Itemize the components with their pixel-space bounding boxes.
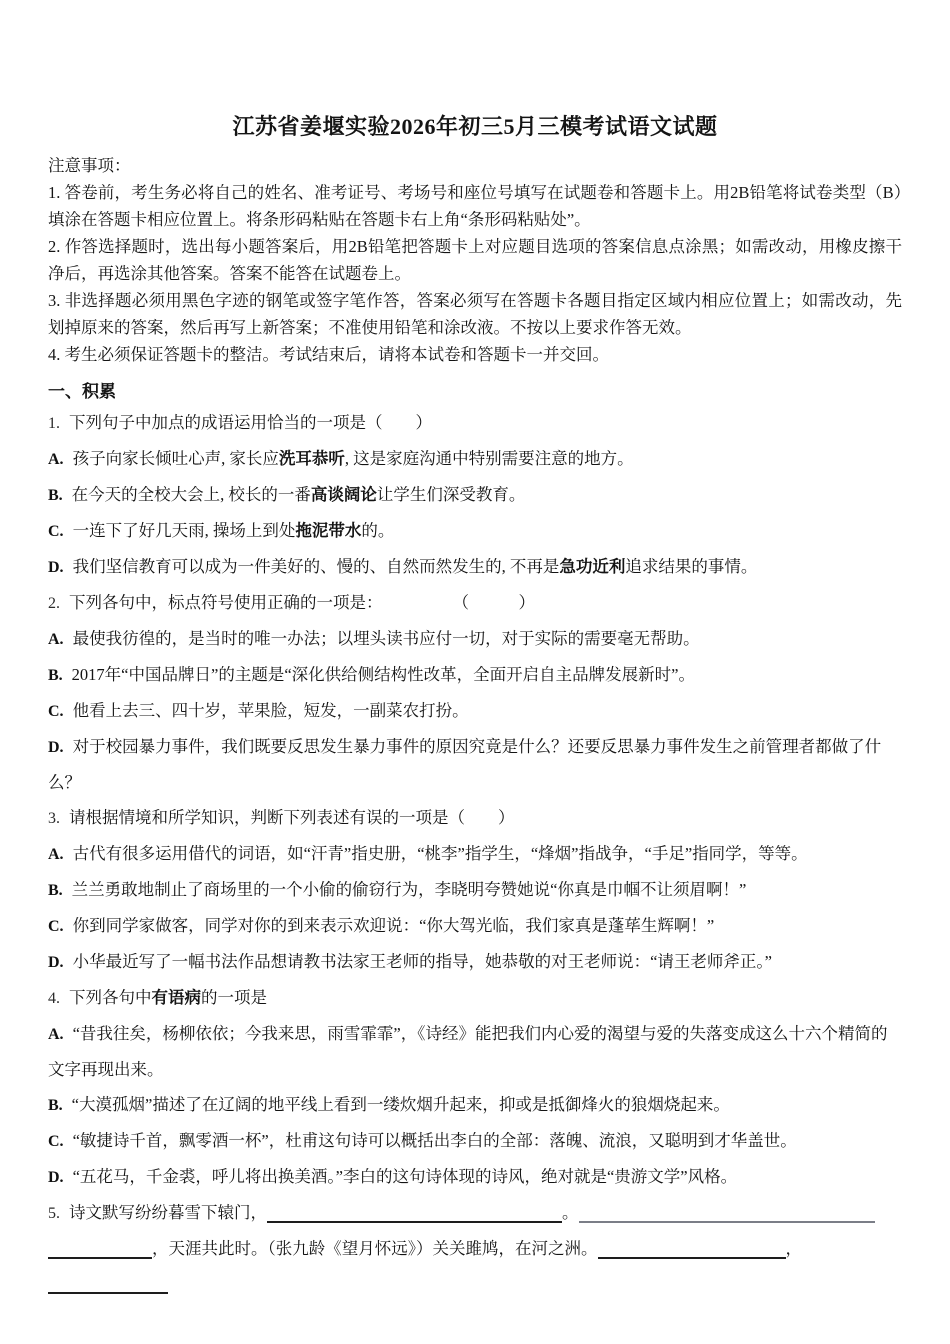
question-number: 4. (48, 990, 60, 1007)
text-run: ， (785, 1239, 802, 1258)
question-stem (48, 980, 902, 1016)
text-run: 最使我彷徨的，是当时的唯一办法；以埋头读书应付一切，对于实际的需要毫无帮助。 (72, 629, 700, 648)
emphasized-idiom: 拖泥带水 (295, 521, 362, 540)
text-run: 请根据情境和所学知识，判断下列表述有误的一项是（ ） (69, 808, 515, 827)
text-run: 让学生们深受教育。 (376, 485, 526, 504)
text-run: 在今天的全校大会上, 校长的一番 (71, 485, 311, 504)
text-run: 追求结果的事情。 (625, 557, 758, 576)
option-line (48, 944, 902, 980)
text-run: 他看上去三、四十岁，苹果脸，短发，一副菜农打扮。 (72, 701, 469, 720)
emphasized-idiom: 高谈阔论 (310, 485, 377, 504)
option-line (48, 693, 902, 729)
text-run: （ ） (452, 593, 535, 612)
option-letter: B. (48, 667, 63, 684)
text-run: 下列各句中，标点符号使用正确的一项是： (69, 593, 383, 612)
text-run: 一连下了好几天雨, 操场上到处 (72, 521, 296, 540)
text-run: ，天涯共此时。（张九龄《望月怀远》）关关雎鸠，在河之洲。 (152, 1239, 598, 1258)
text-run: 下列各句中 (69, 988, 152, 1007)
text-run: 的。 (361, 521, 395, 540)
text-run: “五花马，千金裘，呼儿将出换美酒。”李白的这句诗体现的诗风，绝对就是“贵游文学”风格。 (72, 1167, 738, 1186)
option-letter: D. (48, 1169, 64, 1186)
option-letter: C. (48, 1133, 64, 1150)
option-letter: C. (48, 523, 64, 540)
option-line (48, 513, 902, 549)
fill-in-line (48, 1231, 902, 1301)
section-heading: 一、积累 (48, 382, 116, 401)
text-run: “昔我往矣，杨柳依依；今我来思，雨雪霏霏”，《诗经》能把我们内心爱的渴望与爱的失落变成这么十六个精简的文字再现出来。 (48, 1024, 888, 1079)
text-run: 我们坚信教育可以成为一件美好的、慢的、自然而然发生的, 不再是 (72, 557, 560, 576)
option-line (48, 908, 902, 944)
option-letter: C. (48, 918, 64, 935)
option-letter: A. (48, 846, 64, 863)
text-run: 古代有很多运用借代的词语，如“汗青”指史册，“桃李”指学生，“烽烟”指战争，“手足”指同学，等等。 (72, 844, 808, 863)
option-letter: C. (48, 703, 64, 720)
page-title: 江苏省姜堰实验2026年初三5月三模考试语文试题 (232, 114, 718, 139)
option-letter: D. (48, 954, 64, 971)
option-letter: D. (48, 739, 64, 756)
option-line (48, 1159, 902, 1195)
notice-item: 3. 非选择题必须用黑色字迹的钢笔或签字笔作答，答案必须写在答题卡各题目指定区域内相应位置上；如需改动，先划掉原来的答案，然后再写上新答案；不准使用铅笔和涂改液。不按以上要求作答无效。 (48, 291, 902, 337)
question-stem (48, 800, 902, 836)
answer-blank (48, 1276, 168, 1295)
questions-block (48, 405, 902, 1301)
option-letter: B. (48, 487, 63, 504)
fill-in-line (48, 1195, 902, 1231)
option-line (48, 477, 902, 513)
text-run: , 这是家庭沟通中特别需要注意的地方。 (344, 449, 634, 468)
notes-section (48, 152, 902, 368)
question-number: 3. (48, 810, 60, 827)
option-line (48, 441, 902, 477)
question-stem (48, 405, 902, 441)
text-run: 你到同学家做客，同学对你的到来表示欢迎说：“你大驾光临，我们家真是蓬荜生辉啊！” (72, 916, 715, 935)
option-line (48, 621, 902, 657)
text-run: “敏捷诗千首，飘零酒一杯”，杜甫这句诗可以概括出李白的全部：落魄、流浪，又聪明到才华盖世。 (72, 1131, 797, 1150)
text-run: 的一项是 (201, 988, 267, 1007)
option-letter: D. (48, 559, 64, 576)
answer-blank (579, 1205, 875, 1224)
option-letter: A. (48, 451, 64, 468)
notice-item: 1. 答卷前，考生务必将自己的姓名、准考证号、考场号和座位号填写在试题卷和答题卡上。用2B铅笔将试卷类型（B）填涂在答题卡相应位置上。将条形码粘贴在答题卡右上角“条形码粘贴处”。 (48, 183, 902, 229)
emphasized-idiom: 急功近利 (559, 557, 626, 576)
option-letter: B. (48, 1097, 63, 1114)
text-run: 。 (562, 1203, 579, 1222)
question-stem (48, 585, 902, 621)
option-line (48, 729, 902, 800)
option-line (48, 1123, 902, 1159)
text-run: 诗文默写纷纷暮雪下辕门， (69, 1203, 267, 1222)
emphasized-idiom: 有语病 (151, 988, 201, 1007)
option-line (48, 1016, 902, 1087)
notice-item: 4. 考生必须保证答题卡的整洁。考试结束后，请将本试卷和答题卡一并交回。 (48, 345, 609, 364)
question-number: 5. (48, 1205, 60, 1222)
text-run: “大漠孤烟”描述了在辽阔的地平线上看到一缕炊烟升起来，抑或是抵御烽火的狼烟烧起来。 (71, 1095, 730, 1114)
option-letter: B. (48, 882, 63, 899)
option-letter: A. (48, 631, 64, 648)
option-line (48, 657, 902, 693)
question-number: 1. (48, 415, 60, 432)
text-run: 孩子向家长倾吐心声, 家长应 (72, 449, 279, 468)
text-run: 下列句子中加点的成语运用恰当的一项是（ ） (69, 413, 432, 432)
answer-blank (48, 1241, 152, 1260)
option-line (48, 549, 902, 585)
option-line (48, 836, 902, 872)
option-letter: A. (48, 1026, 64, 1043)
text-run: 对于校园暴力事件，我们既要反思发生暴力事件的原因究竟是什么？还要反思暴力事件发生之前管理者都做了什么？ (48, 737, 882, 792)
emphasized-idiom: 洗耳恭听 (278, 449, 345, 468)
question-number: 2. (48, 595, 60, 612)
answer-blank (267, 1205, 562, 1224)
notice-item: 2. 作答选择题时，选出每小题答案后，用2B铅笔把答题卡上对应题目选项的答案信息点涂黑；如需改动，用橡皮擦干净后，再选涂其他答案。答案不能答在试题卷上。 (48, 237, 902, 283)
notes-list (48, 179, 902, 368)
notes-heading: 注意事项： (48, 156, 131, 175)
text-run: 2017年“中国品牌日”的主题是“深化供给侧结构性改革，全面开启自主品牌发展新时”。 (71, 665, 695, 684)
answer-blank (598, 1241, 786, 1260)
option-line (48, 872, 902, 908)
text-run: 小华最近写了一幅书法作品想请教书法家王老师的指导，她恭敬的对王老师说：“请王老师斧正。” (72, 952, 772, 971)
text-run: 兰兰勇敢地制止了商场里的一个小偷的偷窃行为，李晓明夸赞她说“你真是巾帼不让须眉啊！” (71, 880, 747, 899)
option-line (48, 1087, 902, 1123)
